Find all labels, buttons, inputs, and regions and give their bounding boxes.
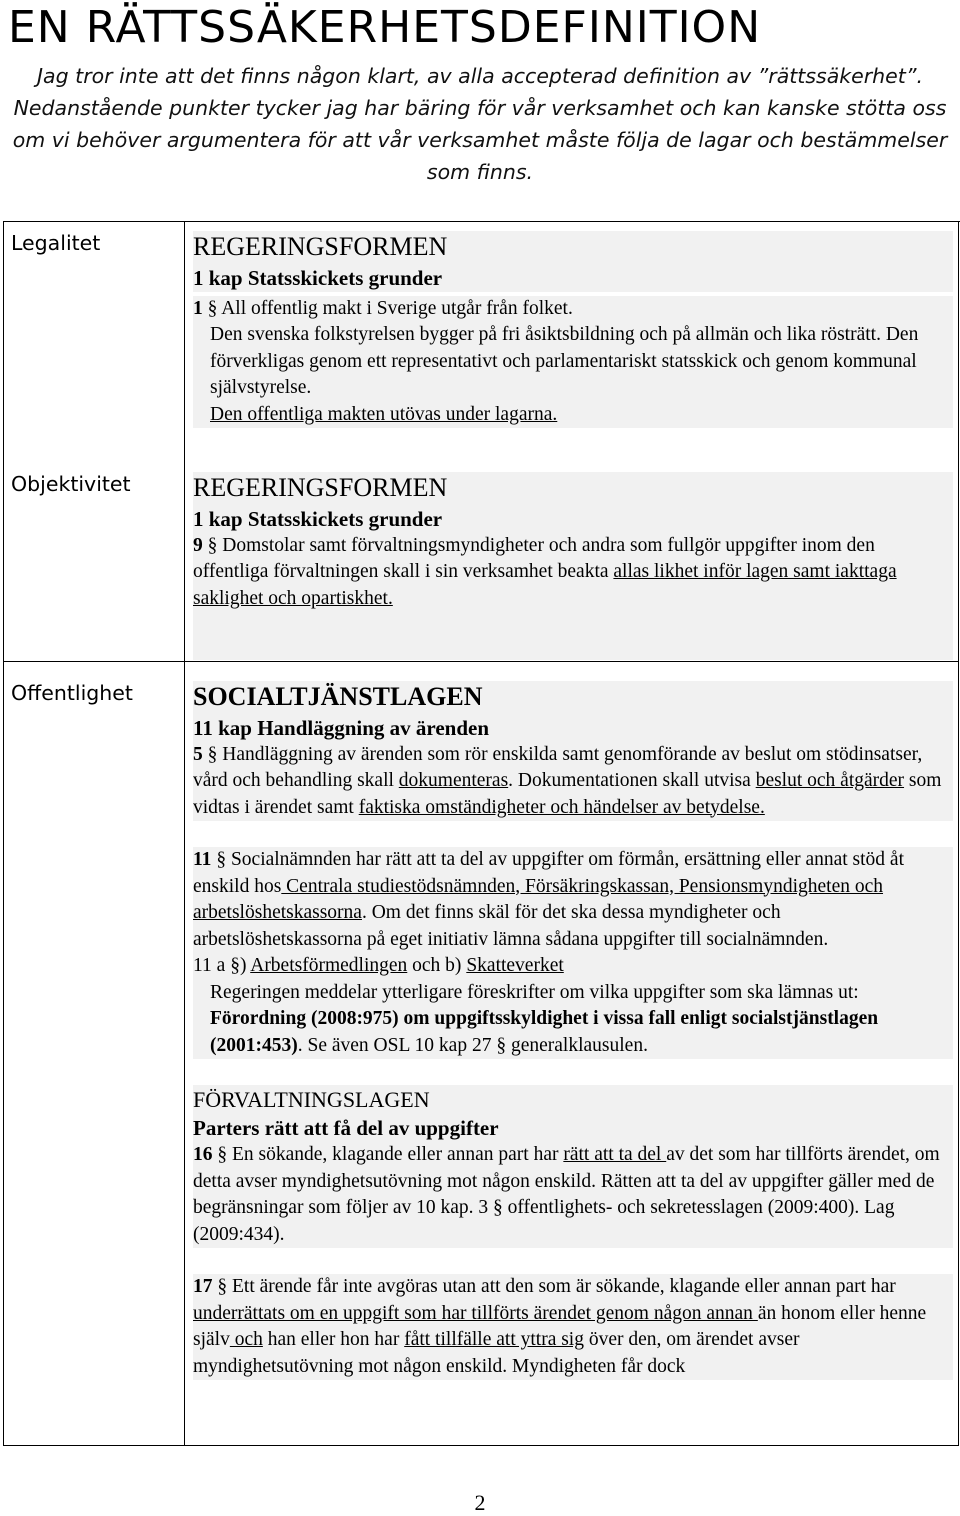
paragraph-symbol: § (217, 1276, 228, 1297)
table-border-right (958, 221, 959, 1446)
intro-paragraph: Jag tror inte att det finns någon klart, av alla accepterad definition av ”rättssäkerhet”. Nedanstående punkter tycker jag har bäring för vår verksamhet och kan kanske stötta oss om vi behöver argumentera för att vår verksamhet måste följa de lagar och bestämmelser som finns. (12, 64, 948, 184)
law-heading: REGERINGSFORMEN (193, 473, 448, 502)
section-16: 16 § En sökande, klagande eller annan part har rätt att ta del av det som har tillförts ärendet, om detta avser myndighetsutövning mot någon enskild. Rätten att ta del av uppgifter gäller med de begränsningar som följer av 10 kap. 3 § offentlighets- och sekretesslagen (2009:400). Lag (2009:434). (193, 1142, 953, 1248)
row-label: Objektivitet (11, 472, 131, 496)
paragraph-symbol: § (207, 743, 218, 765)
paragraph-symbol: § (207, 534, 218, 556)
section-17: 17 § Ett ärende får inte avgöras utan att den som är sökande, klagande eller annan part har underrättats om en uppgift som har tillförts ärendet genom någon annan än honom eller henne själv och han eller hon har fått tillfälle att yttra sig över den, om ärendet avser myndighetsutövning mot någon enskild. Myndigheten får dock (193, 1274, 953, 1380)
chapter-heading: 11 kap Handläggning av ärenden (193, 714, 953, 742)
section-text: All offentlig makt i Sverige utgår från folket. (221, 297, 573, 319)
paragraph-symbol: § (207, 297, 218, 319)
table-border-left (3, 221, 4, 1446)
chapter-heading: 1 kap Statsskickets grunder (193, 505, 953, 533)
underlined-text: Den offentliga makten utövas under lagarna. (210, 403, 558, 425)
law-heading: SOCIALTJÄNSTLAGEN (193, 682, 483, 711)
paragraph-symbol: § (230, 955, 240, 976)
table-border-bottom (3, 1445, 959, 1446)
section-text: Den svenska folkstyrelsen bygger på fri åsiktsbildning och på allmän och lika rösträtt. Den förverkligas genom ett representativt och parlamentariskt statsskick och genom kommunal självstyrelse. (193, 322, 953, 402)
law-heading: FÖRVALTNINGSLAGEN (193, 1087, 430, 1112)
page-number: 2 (474, 1490, 486, 1515)
section-text: Domstolar samt förvaltningsmyndigheter och andra som fullgör uppgifter inom den offentliga förvaltningen skall i sin verksamhet beakta (193, 534, 875, 582)
paragraph-symbol: § (217, 1144, 228, 1165)
law-heading: REGERINGSFORMEN (193, 232, 448, 261)
table-column-divider (184, 221, 185, 1446)
row-label: Offentlighet (11, 681, 133, 705)
section-11: 11 § Socialnämnden har rätt att ta del av uppgifter om förmån, ersättning eller annat stöd åt enskild hos Centrala studiestödsnämnden, Försäkringskassan, Pensionsmyndigheten och arbetslöshetskassorna. Om det finns skäl för det ska dessa myndigheter och arbetslöshetskassorna på eget initiativ lämna sådana uppgifter till socialnämnden. (193, 847, 953, 953)
regulation-note: Regeringen meddelar ytterligare föreskrifter om vilka uppgifter som ska lämnas ut: Förordning (2008:975) om uppgiftsskyldighet i vissa fall enligt socialstjänstlagen (2001:453). Se även OSL 10 kap 27 § generalklausulen. (193, 980, 953, 1060)
table-border-top (3, 221, 960, 222)
row-content (193, 231, 953, 428)
underlined-text: allas likhet inför lagen samt iakttaga saklighet och opartiskhet. (193, 561, 897, 609)
document-title: EN RÄTTSSÄKERHETSDEFINITION (8, 2, 762, 53)
paragraph-symbol: § (493, 1197, 503, 1218)
row-content (193, 472, 953, 660)
row-content (193, 681, 953, 1380)
section-5: 5 § Handläggning av ärenden som rör enskilda samt genomförande av beslut om stödinsatser, vård och behandling skall dokumenteras. Dokumentationen skall utvisa beslut och åtgärder som vidtas i ärendet samt faktiska omständigheter och händelser av betydelse. (193, 742, 953, 822)
section-number: 1 (193, 297, 203, 319)
chapter-heading: 1 kap Statsskickets grunder (193, 264, 953, 292)
table-row-divider (3, 661, 959, 662)
paragraph-symbol: § (496, 1034, 507, 1056)
paragraph-symbol: § (216, 849, 227, 870)
section-11a: 11 a §) Arbetsförmedlingen och b) Skatteverket (193, 953, 953, 980)
section-number: 9 (193, 534, 203, 556)
row-label: Legalitet (11, 231, 101, 255)
chapter-heading: Parters rätt att få del av uppgifter (193, 1114, 953, 1142)
